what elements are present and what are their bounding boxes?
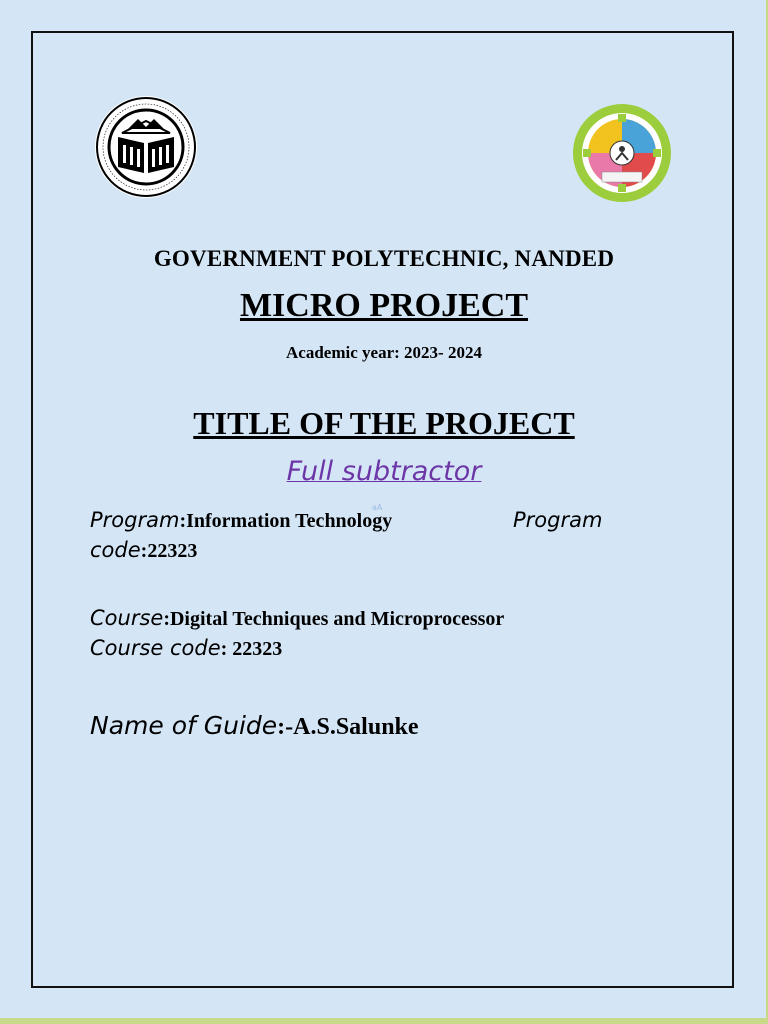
course-code-line [90, 636, 282, 661]
course-value: :Digital Techniques and Microprocessor [163, 608, 505, 630]
project-title-heading: TITLE OF THE PROJECT [193, 405, 575, 441]
course-code-value: : 22323 [220, 638, 283, 660]
course-label: Course [90, 606, 164, 630]
program-code-line [90, 538, 197, 563]
msbte-seal-icon [94, 95, 198, 199]
micro-project-heading: MICRO PROJECT [239, 287, 529, 324]
academic-year: Academic year: 2023- 2024 [286, 343, 482, 362]
program-code-label: code [90, 538, 141, 562]
program-code-label-part1: Program [513, 508, 603, 532]
guide-value: :-A.S.Salunke [277, 714, 419, 740]
course-code-label: Course code [90, 636, 221, 660]
bottom-edge-strip [0, 1018, 768, 1024]
guide-line [90, 711, 419, 741]
program-value: :Information Technology [179, 510, 393, 532]
faint-mark: aA [372, 503, 383, 512]
institute-name: GOVERNMENT POLYTECHNIC, NANDED [153, 246, 615, 271]
polytechnic-gear-emblem-icon [572, 100, 672, 206]
program-line [90, 508, 392, 533]
course-line [90, 606, 504, 631]
project-subject: Full subtractor [286, 456, 482, 487]
program-code-value: :22323 [140, 540, 198, 562]
guide-label: Name of Guide [90, 711, 278, 740]
program-label: Program [90, 508, 180, 532]
